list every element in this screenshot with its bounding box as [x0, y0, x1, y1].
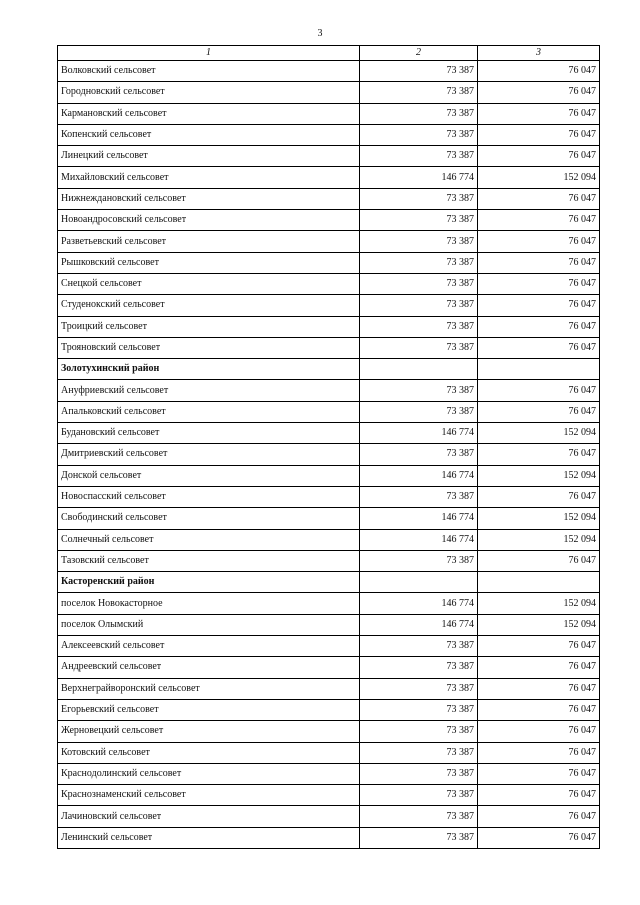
row-value-3-cell: 76 047 [478, 550, 600, 571]
section-row [58, 572, 600, 593]
row-name-cell: поселок Новокасторное [58, 593, 360, 614]
row-name-cell: Касторенский район [58, 572, 360, 593]
table-row [58, 316, 600, 337]
table-row [58, 593, 600, 614]
row-value-2-cell: 73 387 [360, 550, 478, 571]
row-value-3-cell: 76 047 [478, 699, 600, 720]
row-value-3-cell: 76 047 [478, 82, 600, 103]
table-body [58, 61, 600, 849]
row-value-3-cell: 152 094 [478, 614, 600, 635]
table-row [58, 614, 600, 635]
row-name-cell: Рышковский сельсовет [58, 252, 360, 273]
row-value-2-cell [360, 359, 478, 380]
table-row [58, 444, 600, 465]
row-value-3-cell: 76 047 [478, 401, 600, 422]
row-value-3-cell: 76 047 [478, 785, 600, 806]
table-row [58, 82, 600, 103]
allocation-table [57, 45, 600, 849]
header-row [58, 46, 600, 61]
row-value-3-cell: 76 047 [478, 337, 600, 358]
table-row [58, 678, 600, 699]
row-name-cell: Будановский сельсовет [58, 423, 360, 444]
row-value-2-cell: 146 774 [360, 593, 478, 614]
row-value-2-cell: 73 387 [360, 380, 478, 401]
row-value-2-cell: 73 387 [360, 678, 478, 699]
table-row [58, 529, 600, 550]
table-row [58, 188, 600, 209]
row-value-3-cell: 76 047 [478, 124, 600, 145]
row-value-2-cell: 73 387 [360, 316, 478, 337]
row-value-3-cell: 76 047 [478, 742, 600, 763]
table-row [58, 508, 600, 529]
row-value-3-cell: 76 047 [478, 827, 600, 848]
row-name-cell: Новоандросовский сельсовет [58, 210, 360, 231]
row-name-cell: Жерновецкий сельсовет [58, 721, 360, 742]
table-row [58, 636, 600, 657]
row-value-2-cell: 73 387 [360, 486, 478, 507]
row-name-cell: Новоспасский сельсовет [58, 486, 360, 507]
row-name-cell: Дмитриевский сельсовет [58, 444, 360, 465]
table-row [58, 380, 600, 401]
table-row [58, 337, 600, 358]
row-name-cell: Городновский сельсовет [58, 82, 360, 103]
row-value-2-cell: 73 387 [360, 252, 478, 273]
row-value-3-cell: 152 094 [478, 508, 600, 529]
row-value-3-cell: 76 047 [478, 636, 600, 657]
row-value-2-cell: 146 774 [360, 423, 478, 444]
row-name-cell: Алексеевский сельсовет [58, 636, 360, 657]
row-value-2-cell: 73 387 [360, 210, 478, 231]
row-name-cell: Волковский сельсовет [58, 61, 360, 82]
row-value-3-cell [478, 572, 600, 593]
row-value-3-cell: 76 047 [478, 678, 600, 699]
row-name-cell: Андреевский сельсовет [58, 657, 360, 678]
row-name-cell: Краснознаменский сельсовет [58, 785, 360, 806]
row-value-2-cell: 73 387 [360, 188, 478, 209]
row-value-3-cell: 76 047 [478, 316, 600, 337]
row-value-3-cell: 76 047 [478, 273, 600, 294]
row-value-2-cell: 73 387 [360, 124, 478, 145]
row-name-cell: поселок Олымский [58, 614, 360, 635]
row-value-2-cell: 146 774 [360, 508, 478, 529]
row-value-3-cell: 76 047 [478, 103, 600, 124]
row-value-3-cell: 152 094 [478, 167, 600, 188]
table-row [58, 295, 600, 316]
row-value-2-cell: 73 387 [360, 827, 478, 848]
row-value-2-cell [360, 572, 478, 593]
table-row [58, 231, 600, 252]
row-name-cell: Верхнеграйворонский сельсовет [58, 678, 360, 699]
row-value-2-cell: 73 387 [360, 657, 478, 678]
row-name-cell: Краснодолинский сельсовет [58, 763, 360, 784]
row-name-cell: Михайловский сельсовет [58, 167, 360, 188]
row-value-3-cell: 152 094 [478, 465, 600, 486]
table-row [58, 806, 600, 827]
row-value-3-cell: 76 047 [478, 444, 600, 465]
row-name-cell: Копенский сельсовет [58, 124, 360, 145]
row-name-cell: Лачиновский сельсовет [58, 806, 360, 827]
row-name-cell: Апальковский сельсовет [58, 401, 360, 422]
row-value-3-cell: 76 047 [478, 252, 600, 273]
page-number: 3 [317, 28, 323, 39]
row-value-2-cell: 73 387 [360, 103, 478, 124]
row-value-3-cell: 152 094 [478, 593, 600, 614]
row-value-2-cell: 146 774 [360, 167, 478, 188]
row-value-3-cell: 152 094 [478, 423, 600, 444]
row-value-2-cell: 73 387 [360, 61, 478, 82]
table-row [58, 721, 600, 742]
table-row [58, 550, 600, 571]
row-value-2-cell: 73 387 [360, 337, 478, 358]
column-header-2: 2 [360, 46, 478, 61]
row-value-2-cell: 73 387 [360, 273, 478, 294]
row-value-3-cell: 76 047 [478, 295, 600, 316]
table-row [58, 699, 600, 720]
table-row [58, 103, 600, 124]
row-value-2-cell: 146 774 [360, 529, 478, 550]
row-value-3-cell: 76 047 [478, 486, 600, 507]
row-value-2-cell: 146 774 [360, 614, 478, 635]
row-name-cell: Линецкий сельсовет [58, 146, 360, 167]
row-name-cell: Нижнеждановский сельсовет [58, 188, 360, 209]
row-value-2-cell: 73 387 [360, 721, 478, 742]
table-row [58, 827, 600, 848]
row-name-cell: Троицкий сельсовет [58, 316, 360, 337]
row-value-2-cell: 73 387 [360, 146, 478, 167]
table-row [58, 486, 600, 507]
table-row [58, 61, 600, 82]
row-name-cell: Донской сельсовет [58, 465, 360, 486]
row-value-3-cell: 76 047 [478, 61, 600, 82]
row-value-2-cell: 73 387 [360, 636, 478, 657]
section-row [58, 359, 600, 380]
table-row [58, 423, 600, 444]
row-value-2-cell: 73 387 [360, 785, 478, 806]
row-value-2-cell: 73 387 [360, 295, 478, 316]
table-row [58, 785, 600, 806]
row-value-3-cell: 76 047 [478, 806, 600, 827]
row-value-3-cell: 76 047 [478, 657, 600, 678]
row-value-3-cell: 76 047 [478, 721, 600, 742]
table-row [58, 252, 600, 273]
row-value-3-cell: 76 047 [478, 763, 600, 784]
row-value-2-cell: 73 387 [360, 806, 478, 827]
row-value-2-cell: 73 387 [360, 763, 478, 784]
table-row [58, 465, 600, 486]
table-row [58, 763, 600, 784]
row-value-3-cell: 76 047 [478, 188, 600, 209]
column-header-1: 1 [58, 46, 360, 61]
row-name-cell: Котовский сельсовет [58, 742, 360, 763]
row-value-2-cell: 146 774 [360, 465, 478, 486]
table-row [58, 124, 600, 145]
row-name-cell: Ленинский сельсовет [58, 827, 360, 848]
row-value-2-cell: 73 387 [360, 444, 478, 465]
row-name-cell: Тазовский сельсовет [58, 550, 360, 571]
row-name-cell: Трояновский сельсовет [58, 337, 360, 358]
row-name-cell: Егорьевский сельсовет [58, 699, 360, 720]
column-header-3: 3 [478, 46, 600, 61]
row-value-2-cell: 73 387 [360, 742, 478, 763]
row-name-cell: Ануфриевский сельсовет [58, 380, 360, 401]
row-value-3-cell: 76 047 [478, 146, 600, 167]
row-name-cell: Кармановский сельсовет [58, 103, 360, 124]
row-value-2-cell: 73 387 [360, 699, 478, 720]
row-value-2-cell: 73 387 [360, 401, 478, 422]
table-row [58, 742, 600, 763]
row-value-2-cell: 73 387 [360, 231, 478, 252]
table-row [58, 273, 600, 294]
table-row [58, 401, 600, 422]
row-name-cell: Разветьевский сельсовет [58, 231, 360, 252]
row-value-3-cell [478, 359, 600, 380]
table-row [58, 146, 600, 167]
row-name-cell: Студенокский сельсовет [58, 295, 360, 316]
row-name-cell: Золотухинский район [58, 359, 360, 380]
row-value-3-cell: 76 047 [478, 210, 600, 231]
row-name-cell: Свободинский сельсовет [58, 508, 360, 529]
table-row [58, 167, 600, 188]
row-value-2-cell: 73 387 [360, 82, 478, 103]
table-row [58, 657, 600, 678]
row-value-3-cell: 152 094 [478, 529, 600, 550]
row-value-3-cell: 76 047 [478, 380, 600, 401]
row-name-cell: Снецкой сельсовет [58, 273, 360, 294]
row-value-3-cell: 76 047 [478, 231, 600, 252]
row-name-cell: Солнечный сельсовет [58, 529, 360, 550]
table-row [58, 210, 600, 231]
